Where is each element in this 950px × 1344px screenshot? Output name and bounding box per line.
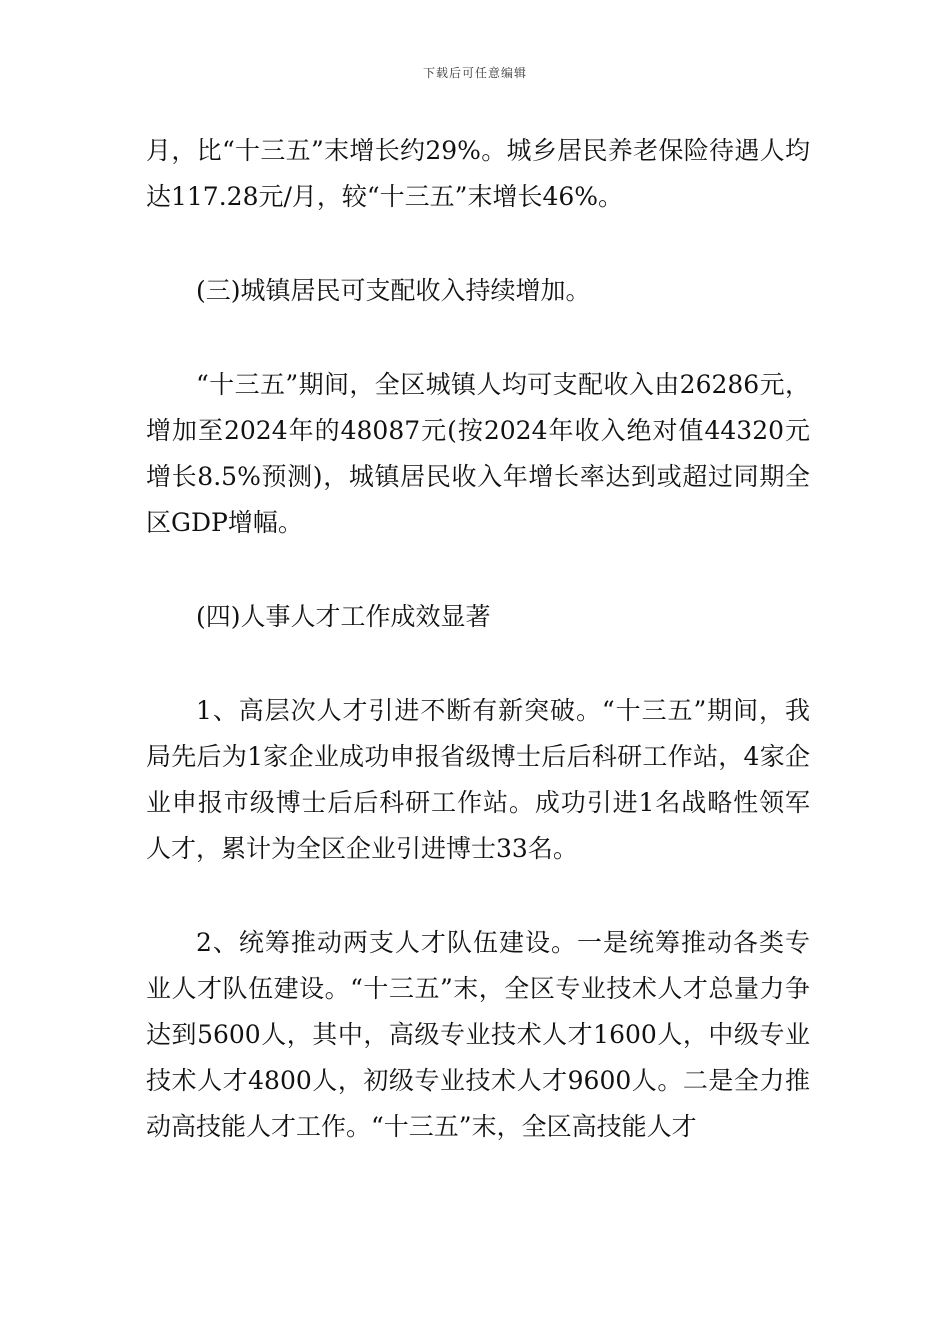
paragraph-pension: 月，比“十三五”末增长约29%。城乡居民养老保险待遇人均达117.28元/月，较“十三五”末增长46%。 [146, 136, 810, 211]
paragraph-gap [146, 640, 810, 688]
document-body [146, 128, 810, 1150]
paragraph-gap [146, 314, 810, 362]
section-heading-talent: (四)人事人才工作成效显著 [196, 602, 491, 631]
paragraph-gap [146, 546, 810, 594]
paragraph-income: “十三五”期间，全区城镇人均可支配收入由26286元，增加至2024年的48087元(按2024年收入绝对值44320元增长8.5%预测)，城镇居民收入年增长率达到或超过同期全区GDP增幅。 [146, 370, 810, 537]
paragraph-talent-teams: 2、统筹推动两支人才队伍建设。一是统筹推动各类专业人才队伍建设。“十三五”末，全区专业技术人才总量力争达到5600人，其中，高级专业技术人才1600人，中级专业技术人才4800人，初级专业技术人才9600人。二是全力推动高技能人才工作。“十三五”末，全区高技能人才 [146, 928, 810, 1141]
paragraph-gap [146, 220, 810, 268]
page-header: 下载后可任意编辑 [422, 66, 527, 80]
paragraph-gap [146, 872, 810, 920]
paragraph-high-level-talent: 1、高层次人才引进不断有新突破。“十三五”期间，我局先后为1家企业成功申报省级博士后后科研工作站，4家企业申报市级博士后后科研工作站。成功引进1名战略性领军人才，累计为全区企业引进博士33名。 [146, 696, 810, 863]
section-heading-income: (三)城镇居民可支配收入持续增加。 [196, 276, 591, 305]
